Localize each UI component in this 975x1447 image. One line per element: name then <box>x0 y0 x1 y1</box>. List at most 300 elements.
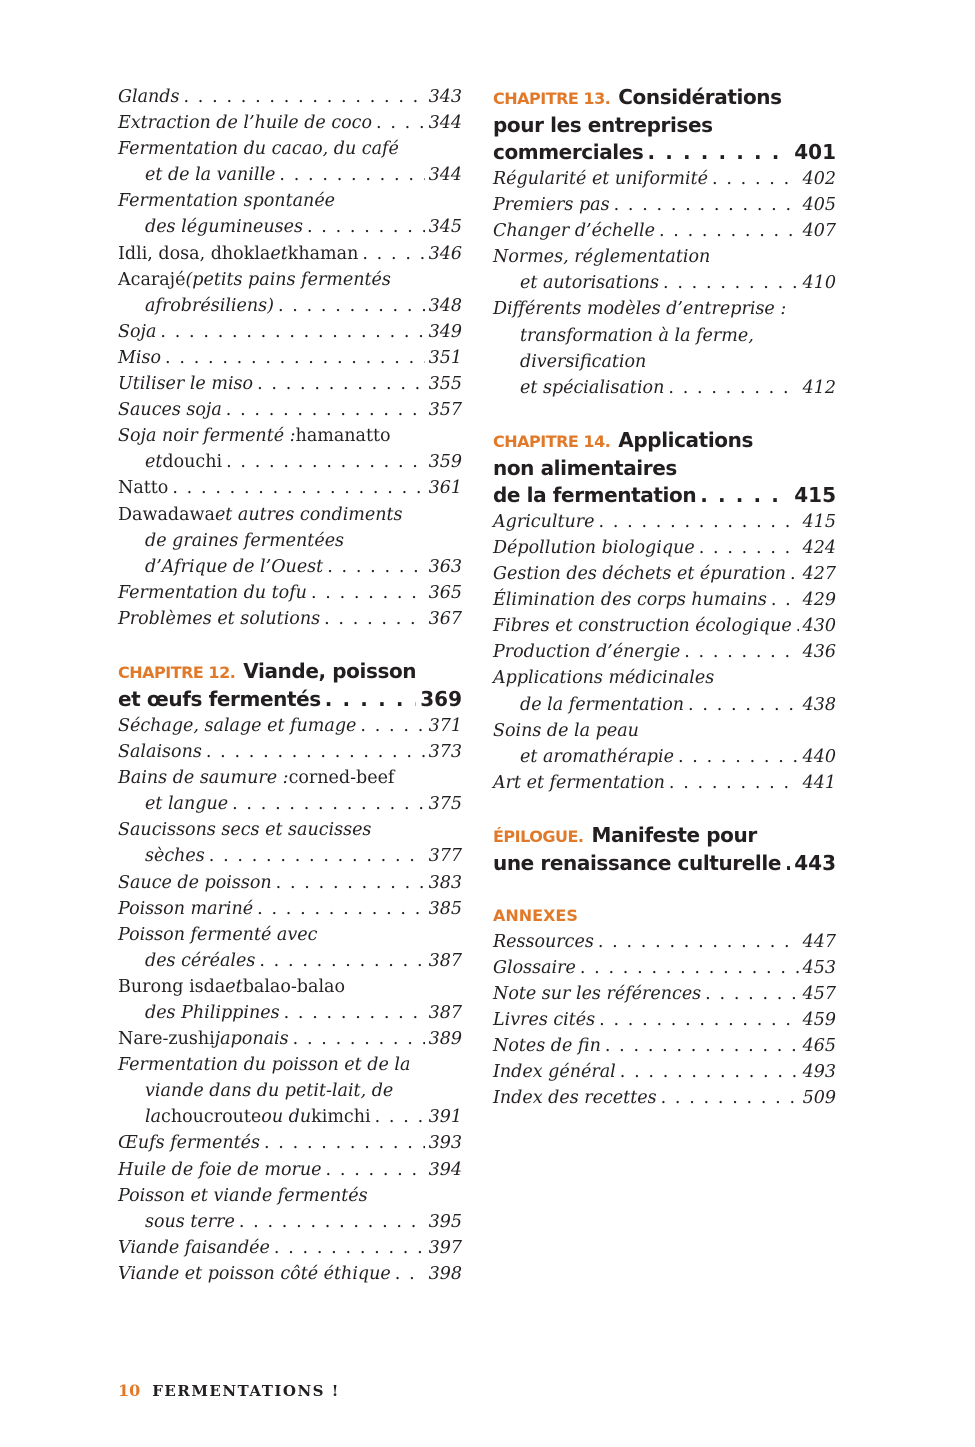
toc-entry <box>118 1157 462 1183</box>
dot-leader <box>771 587 799 613</box>
toc-entry-line <box>118 870 462 896</box>
toc-entry <box>493 509 836 535</box>
entry-text: Miso <box>118 347 162 368</box>
toc-entry <box>118 1261 462 1287</box>
page-number: 367 <box>428 608 462 629</box>
dot-leader <box>659 218 799 244</box>
page-number: 436 <box>802 642 836 663</box>
toc-entry-line <box>493 535 836 561</box>
page-number: 405 <box>802 195 836 216</box>
chapter-title: Viande, poisson <box>243 658 417 683</box>
entry-text: Fibres et construction écologique <box>493 616 792 637</box>
toc-left-column <box>118 84 462 1287</box>
entry-text: Soins de la peau <box>493 720 639 741</box>
entry-text: kimchi <box>311 1107 371 1128</box>
page-number: 395 <box>428 1211 462 1232</box>
chapter-title: commerciales <box>493 140 644 164</box>
toc-entry <box>118 896 462 922</box>
entry-text: diversification <box>520 351 647 372</box>
toc-right-column <box>493 84 836 1112</box>
footer-page-number: 10 <box>118 1381 141 1400</box>
entry-text: Normes, réglementation <box>493 247 711 268</box>
chapter-label: CHAPITRE 14. <box>493 431 611 451</box>
page-number: 357 <box>428 400 462 421</box>
page-number: 387 <box>428 1003 462 1023</box>
dot-leader <box>614 192 799 218</box>
toc-entry <box>493 218 836 244</box>
epilogue-title: Manifeste pour <box>591 822 757 847</box>
dot-leader <box>276 870 425 896</box>
footer-book-title: FERMENTATIONS ! <box>152 1382 340 1400</box>
dot-leader <box>165 345 425 371</box>
entry-text: Index général <box>493 1062 616 1083</box>
toc-entry-line <box>118 502 462 528</box>
toc-entry <box>493 665 836 717</box>
toc-entry <box>493 929 836 955</box>
page-number: 387 <box>428 950 462 971</box>
toc-entry-line <box>493 349 836 375</box>
toc-entry-line <box>118 713 462 739</box>
dot-leader <box>360 713 424 739</box>
chapter-title: Considérations <box>618 85 782 109</box>
entry-text: et <box>225 976 243 997</box>
dot-leader <box>647 139 790 166</box>
dot-leader <box>688 692 799 718</box>
page-number: 371 <box>428 715 462 736</box>
entries-chapter-14 <box>493 509 836 796</box>
toc-entry-line <box>118 817 462 843</box>
dot-leader <box>620 1059 799 1085</box>
toc-entry <box>118 345 462 371</box>
entry-text: de graines fermentées <box>145 530 345 551</box>
toc-entry-line <box>118 1026 462 1052</box>
entry-text: choucroute <box>161 1107 262 1128</box>
entry-text: Saucissons secs et saucisses <box>118 820 372 841</box>
toc-entry <box>493 192 836 218</box>
entry-text: Index des recettes <box>493 1088 657 1109</box>
toc-entry-line <box>118 267 462 293</box>
toc-entry-line <box>493 296 836 322</box>
entry-text: et langue <box>145 794 229 815</box>
toc-entry <box>118 319 462 345</box>
dot-leader <box>375 1104 425 1130</box>
dot-leader <box>376 110 425 136</box>
toc-entry-line <box>118 1261 462 1287</box>
toc-entry <box>493 296 836 400</box>
dot-leader <box>226 449 425 475</box>
entry-text: Agriculture <box>493 511 595 532</box>
dot-leader <box>259 948 424 974</box>
toc-entry-line <box>493 218 836 244</box>
toc-entry-line <box>118 1183 462 1209</box>
entry-text: Dépollution biologique <box>493 537 695 558</box>
dot-leader <box>599 1007 798 1033</box>
toc-entry-line <box>493 981 836 1007</box>
entry-text: japonais <box>214 1029 289 1050</box>
entry-text: afrobrésiliens) <box>145 295 274 316</box>
chapter-12-heading <box>118 658 462 713</box>
page-number: 344 <box>428 113 462 134</box>
page-number: 441 <box>802 772 836 793</box>
dot-leader <box>293 1026 425 1052</box>
dot-leader <box>226 397 425 423</box>
toc-entry <box>493 613 836 639</box>
dot-leader <box>580 955 799 981</box>
page-number: 509 <box>802 1088 836 1109</box>
epilogue-label: ÉPILOGUE. <box>493 826 584 846</box>
entry-text: Changer d’échelle <box>493 221 655 242</box>
chapter-title: et œufs fermentés <box>118 686 321 711</box>
page-number: 351 <box>428 347 462 368</box>
entry-text: Notes de fin <box>493 1036 601 1057</box>
entry-text: et spécialisation <box>520 377 665 398</box>
page-number: 361 <box>428 478 462 499</box>
toc-entry-line <box>118 345 462 371</box>
page-number: 346 <box>428 243 462 264</box>
toc-entry <box>493 587 836 613</box>
toc-entry-line <box>118 84 462 110</box>
toc-entry <box>493 718 836 770</box>
toc-entry-line <box>118 1000 462 1026</box>
entries-annexes <box>493 929 836 1112</box>
toc-entry <box>493 244 836 296</box>
dot-leader <box>598 929 799 955</box>
dot-leader <box>669 770 799 796</box>
entry-text: Bains de saumure : <box>118 768 289 789</box>
toc-entry <box>493 770 836 796</box>
toc-entry-line <box>118 319 462 345</box>
entry-text: Note sur les références <box>493 984 702 1005</box>
toc-entry-line <box>118 554 462 580</box>
dot-leader <box>599 509 799 535</box>
toc-entry <box>493 535 836 561</box>
toc-entry-line <box>493 1007 836 1033</box>
dot-leader <box>712 166 799 192</box>
entry-text: des légumineuses <box>145 217 303 238</box>
entry-text: Problèmes et solutions <box>118 608 321 629</box>
entry-text: sèches <box>145 846 205 867</box>
toc-entry <box>493 1007 836 1033</box>
entry-text: Applications médicinales <box>493 668 715 689</box>
dot-leader <box>663 270 799 296</box>
toc-entry <box>493 166 836 192</box>
entry-text: Extraction de l’huile de coco <box>118 113 373 134</box>
entry-text: Dawadawa <box>118 504 215 525</box>
toc-entry-line <box>118 1130 462 1156</box>
entry-text: (petits pains fermentés <box>185 269 391 290</box>
toc-entry-line <box>118 739 462 765</box>
entry-text: Soja noir fermenté : <box>118 426 296 447</box>
toc-entry-line <box>493 1059 836 1085</box>
dot-leader <box>700 482 790 509</box>
dot-leader <box>278 293 425 319</box>
chapter-label: CHAPITRE 13. <box>493 89 611 108</box>
toc-entry <box>118 110 462 136</box>
toc-entry-line <box>493 929 836 955</box>
page-number: 443 <box>794 850 836 875</box>
toc-entry <box>118 765 462 817</box>
toc-entry-line <box>118 948 462 974</box>
toc-entry-line <box>493 192 836 218</box>
dot-leader <box>307 214 425 240</box>
dot-leader <box>232 791 425 817</box>
page-number: 373 <box>428 742 462 763</box>
toc-entry-line <box>493 166 836 192</box>
toc-entry-line <box>118 1104 462 1130</box>
chapter-14-heading <box>493 427 836 509</box>
entry-text: Poisson et viande fermentés <box>118 1185 368 1206</box>
toc-entry-line <box>118 528 462 554</box>
chapter-title: Applications <box>618 427 753 452</box>
page-number: 359 <box>428 452 462 473</box>
entry-text: Glossaire <box>493 957 576 978</box>
entry-text: Fermentation spontanée <box>118 191 336 212</box>
dot-leader <box>279 162 424 188</box>
toc-entry-line <box>493 1085 836 1111</box>
page-number: 391 <box>428 1107 462 1128</box>
page-number: 427 <box>802 564 836 585</box>
toc-entry-line <box>118 791 462 817</box>
entry-text: Fermentation du cacao, du café <box>118 139 399 160</box>
entry-text: balao-balao <box>242 976 346 997</box>
toc-entry-line <box>118 188 462 214</box>
page-number: 424 <box>802 537 836 558</box>
toc-entry <box>118 1026 462 1052</box>
entry-text: Soja <box>118 321 157 342</box>
dot-leader <box>311 580 425 606</box>
toc-entry-line <box>493 744 836 770</box>
dot-leader <box>264 1130 425 1156</box>
dot-leader <box>796 613 799 639</box>
entries-chapter-13 <box>493 166 836 401</box>
dot-leader <box>325 686 416 713</box>
entry-text: et autres condiments <box>214 504 403 525</box>
toc-entry <box>493 955 836 981</box>
toc-entry <box>118 475 462 501</box>
entry-text: et <box>270 243 288 264</box>
epilogue-title: une renaissance culturelle <box>493 850 781 875</box>
dot-leader <box>699 535 799 561</box>
entry-text: sous terre <box>145 1211 235 1232</box>
toc-entry-line <box>118 1052 462 1078</box>
entry-text: douchi <box>162 452 223 473</box>
page-number: 429 <box>802 590 836 611</box>
toc-entry-line <box>493 323 836 349</box>
toc-entry <box>493 1085 836 1111</box>
toc-entry <box>493 1059 836 1085</box>
toc-entry-line <box>493 692 836 718</box>
dot-leader <box>605 1033 799 1059</box>
toc-entry-line <box>493 718 836 744</box>
entry-text: Acarajé <box>118 269 186 290</box>
entry-text: Production d’énergie <box>493 642 681 663</box>
toc-entry-line <box>118 765 462 791</box>
dot-leader <box>274 1235 425 1261</box>
toc-entry <box>118 188 462 240</box>
toc-entry <box>118 817 462 869</box>
entry-text: des céréales <box>145 950 256 971</box>
toc-entry <box>118 1130 462 1156</box>
toc-entry <box>118 84 462 110</box>
entry-text: Différents modèles d’entreprise : <box>493 299 787 320</box>
toc-entry <box>493 1033 836 1059</box>
dot-leader <box>661 1085 799 1111</box>
page-number: 402 <box>802 169 836 189</box>
page-number: 343 <box>428 87 462 107</box>
chapter-title: non alimentaires <box>493 455 677 480</box>
toc-entry-line <box>118 843 462 869</box>
toc-entry-line <box>118 214 462 240</box>
page-number: 345 <box>428 217 462 238</box>
toc-entry <box>118 870 462 896</box>
toc-entry-line <box>493 770 836 796</box>
page-number: 348 <box>428 295 462 316</box>
dot-leader <box>684 639 798 665</box>
entry-text: Huile de foie de morue <box>118 1159 322 1180</box>
page-number: 415 <box>794 482 836 507</box>
entry-text: Salaisons <box>118 742 202 763</box>
toc-entry-line <box>118 1157 462 1183</box>
toc-entry-line <box>118 606 462 632</box>
entry-text: et aromathérapie <box>520 746 674 767</box>
dot-leader <box>668 375 798 401</box>
entry-text: Régularité et uniformité <box>493 169 708 189</box>
entry-text: hamanatto <box>295 426 391 447</box>
entry-text: Viande faisandée <box>118 1237 270 1258</box>
toc-entry <box>118 974 462 1026</box>
entry-text: Utiliser le miso <box>118 374 254 395</box>
toc-entry-line <box>118 136 462 162</box>
toc-entry-line <box>118 896 462 922</box>
dot-leader <box>395 1261 425 1287</box>
dot-leader <box>183 84 424 110</box>
entry-text: Natto <box>118 478 169 499</box>
dot-leader <box>209 843 425 869</box>
page-number: 401 <box>794 140 836 164</box>
page-number: 355 <box>428 374 462 395</box>
entry-text: Viande et poisson côté éthique <box>118 1263 391 1284</box>
toc-entry <box>493 639 836 665</box>
page-number: 447 <box>802 931 836 952</box>
dot-leader <box>790 561 799 587</box>
entry-text: Sauces soja <box>118 400 222 421</box>
page-number: 465 <box>802 1036 836 1057</box>
page-number: 365 <box>428 582 462 603</box>
entry-text: Glands <box>118 87 180 107</box>
toc-entry <box>118 267 462 319</box>
dot-leader <box>257 896 424 922</box>
toc-entry-line <box>118 423 462 449</box>
entries-chapter-12 <box>118 713 462 1287</box>
entry-text: Burong isda <box>118 976 226 997</box>
toc-entry <box>118 502 462 580</box>
entry-text: Ressources <box>493 931 594 952</box>
page-number: 412 <box>802 377 836 398</box>
toc-entry <box>118 1183 462 1235</box>
toc-entry-line <box>493 955 836 981</box>
dot-leader <box>785 850 790 877</box>
page-number: 459 <box>802 1010 836 1031</box>
page-number: 493 <box>802 1062 836 1083</box>
toc-entry-line <box>118 475 462 501</box>
toc-entry-line <box>493 561 836 587</box>
page-number: 394 <box>428 1159 462 1180</box>
entry-text: viande dans du petit-lait, de <box>145 1081 394 1102</box>
page-number: 430 <box>802 616 836 637</box>
entry-text: des Philippines <box>145 1003 280 1023</box>
entry-text: ou du <box>261 1107 312 1128</box>
page-number: 410 <box>802 273 836 294</box>
dot-leader <box>324 606 425 632</box>
toc-entry-line <box>118 922 462 948</box>
toc-entry <box>118 580 462 606</box>
entry-text: Livres cités <box>493 1010 596 1031</box>
entry-text: Sauce de poisson <box>118 872 272 893</box>
entry-text: Fermentation du poisson et de la <box>118 1055 411 1076</box>
page-number: 453 <box>802 957 836 978</box>
page-number: 344 <box>428 165 462 186</box>
toc-entry-line <box>118 371 462 397</box>
entry-text: transformation à la ferme, <box>520 325 754 346</box>
dot-leader <box>327 554 424 580</box>
chapter-title: pour les entreprises <box>493 113 713 137</box>
dot-leader <box>257 371 425 397</box>
entry-text: et de la vanille <box>145 165 276 186</box>
page-number: 440 <box>802 746 836 767</box>
annexes-heading: ANNEXES <box>493 905 578 925</box>
page-number: 397 <box>428 1237 462 1258</box>
entry-text: Premiers pas <box>493 195 610 216</box>
page-number: 385 <box>428 898 462 919</box>
toc-entry <box>118 713 462 739</box>
toc-entry-line <box>118 974 462 1000</box>
toc-entry <box>493 561 836 587</box>
page-footer <box>118 1381 340 1400</box>
page-number: 363 <box>428 556 462 577</box>
entry-text: Art et fermentation <box>493 772 665 793</box>
toc-entry-line <box>493 375 836 401</box>
dot-leader <box>678 744 799 770</box>
dot-leader <box>160 319 424 345</box>
toc-entry-line <box>118 397 462 423</box>
toc-entry <box>118 241 462 267</box>
toc-entry <box>118 397 462 423</box>
toc-entry <box>118 371 462 397</box>
dot-leader <box>172 475 424 501</box>
toc-entry <box>118 136 462 188</box>
toc-entry-line <box>118 580 462 606</box>
page-number: 457 <box>802 984 836 1005</box>
toc-entry-line <box>118 1209 462 1235</box>
toc-entry-line <box>118 241 462 267</box>
entries-top <box>118 84 462 632</box>
toc-entry-line <box>118 1078 462 1104</box>
toc-entry <box>118 1052 462 1130</box>
dot-leader <box>284 1000 425 1026</box>
page-number: 377 <box>428 846 462 867</box>
entry-text: Élimination des corps humains <box>493 590 767 611</box>
page-number: 383 <box>428 872 462 893</box>
page-number: 415 <box>802 511 836 532</box>
dot-leader <box>362 241 424 267</box>
entry-text: Poisson fermenté avec <box>118 924 318 945</box>
toc-entry-line <box>493 1033 836 1059</box>
page-number: 438 <box>802 694 836 715</box>
dot-leader <box>705 981 798 1007</box>
toc-entry <box>118 922 462 974</box>
toc-entry-line <box>493 587 836 613</box>
toc-entry-line <box>118 1235 462 1261</box>
